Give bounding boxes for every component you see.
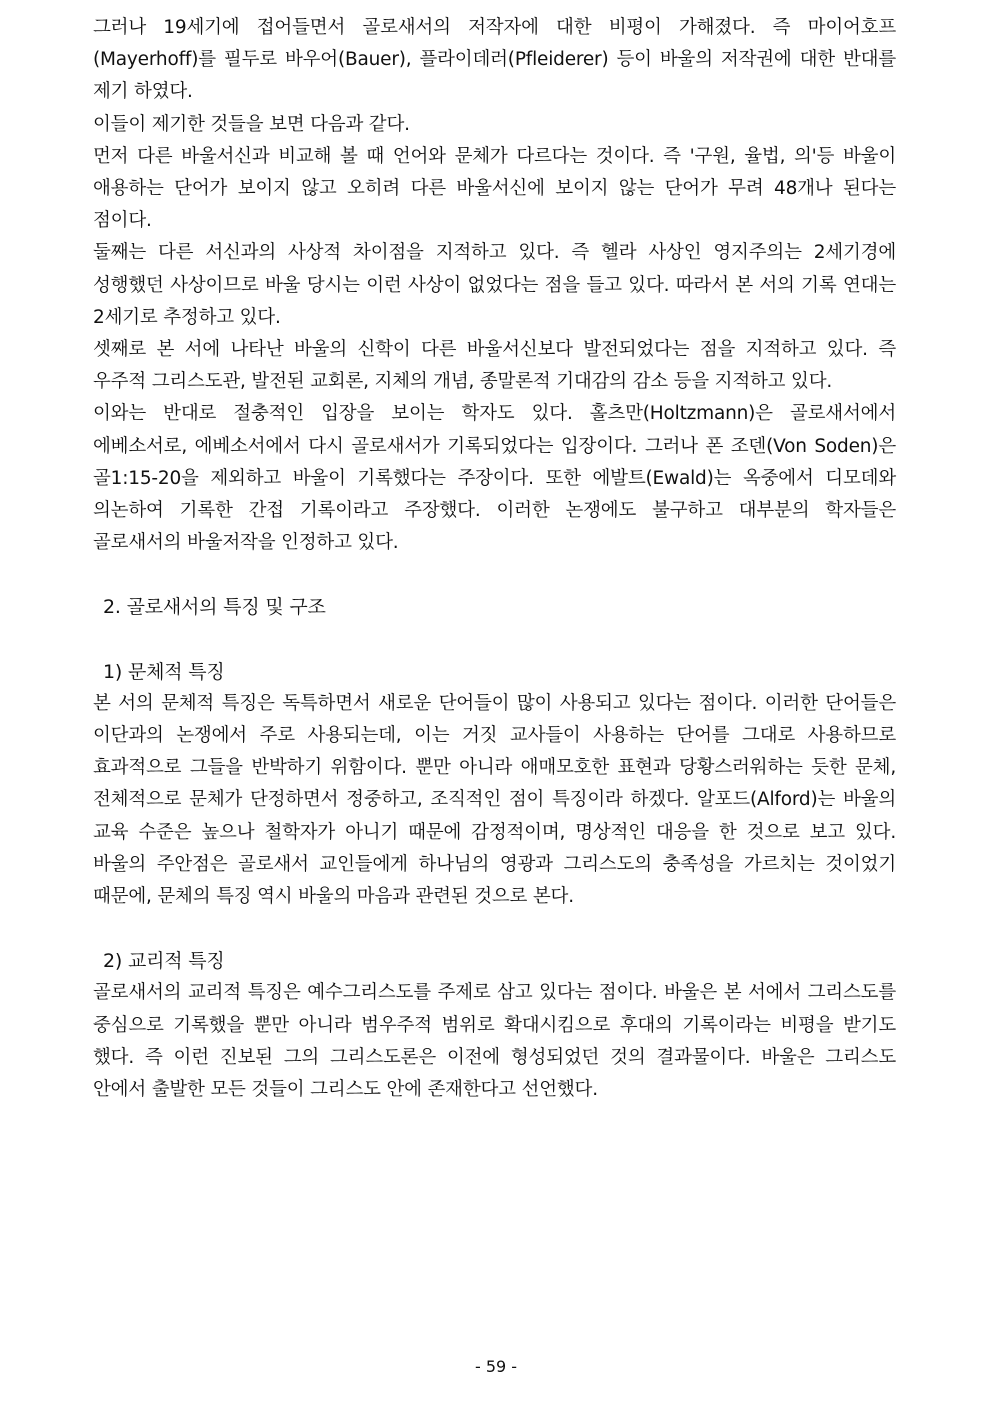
subsection-heading-doctrine: 2) 교리적 특징 — [103, 950, 225, 973]
paragraph-language-style: 먼저 다른 바울서신과 비교해 볼 때 언어와 문체가 다르다는 것이다. 즉 '구원, 율법, 의'등 바울이 애용하는 단어가 보이지 않고 오히려 다른 바울서신에 보이지 않는 단어가 무려 48개나 된다는 점이다. — [93, 145, 896, 232]
paragraph-style-features: 본 서의 문체적 특징은 독특하면서 새로운 단어들이 많이 사용되고 있다는 점이다. 이러한 단어들은 이단과의 논쟁에서 주로 사용되는데, 이는 거짓 교사들이 사용하는 단어를 그대로 사용하므로 효과적으로 그들을 반박하기 위함이다. 뿐만 아니라 애매모호한 표현과 당황스러워하는 듯한 문체, 전체적으로 문체가 단정하면서 정중하고, 조직적인 점이 특징이라 하겠다. 알포드(Alford)는 바울의 교육 수준은 높으나 철학자가 아니기 때문에 감정적이며, 명상적인 대응을 한 것으로 보고 있다. 바울의 주안점은 골로새서 교인들에게 하나님의 영광과 그리스도의 충족성을 가르치는 것이었기 때문에, 문체의 특징 역시 바울의 마음과 관련된 것으로 본다. — [93, 692, 896, 908]
paragraph-criticism-intro: 그러나 19세기에 접어들면서 골로새서의 저작자에 대한 비평이 가해졌다. 즉 마이어호프(Mayerhoff)를 필두로 바우어(Bauer), 플라이데러(Pfleiderer) 등이 바울의 저작권에 대한 반대를 제기 하였다. — [93, 17, 896, 103]
page-number: - 59 - — [474, 1357, 518, 1376]
paragraph-thought-difference: 둘째는 다른 서신과의 사상적 차이점을 지적하고 있다. 즉 헬라 사상인 영지주의는 2세기경에 성행했던 사상이므로 바울 당시는 이런 사상이 없었다는 점을 들고 있다. 따라서 본 서의 기록 연대는 2세기로 추정하고 있다. — [93, 242, 896, 328]
subsection-heading-style: 1) 문체적 특징 — [103, 660, 225, 683]
spacer — [93, 559, 896, 591]
document-page — [93, 12, 896, 1106]
paragraph-compromise-view: 이와는 반대로 절충적인 입장을 보이는 학자도 있다. 홀츠만(Holtzmann)은 골로새서에서 에베소서로, 에베소서에서 다시 골로새서가 기록되었다는 입장이다. 그러나 폰 조덴(Von Soden)은 골1:15-20을 제외하고 바울이 기록했다는 주장이다. 또한 에발트(Ewald)는 옥중에서 디모데와 의논하여 기록한 간접 기록이라고 주장했다. 이러한 논쟁에도 불구하고 대부분의 학자들은 골로새서의 바울저작을 인정하고 있다. — [93, 403, 896, 554]
paragraph-doctrine-features: 골로새서의 교리적 특징은 예수그리스도를 주제로 삼고 있다는 점이다. 바울은 본 서에서 그리스도를 중심으로 기록했을 뿐만 아니라 범우주적 범위로 확대시킴으로 후대의 기록이라는 비평을 받기도 했다. 즉 이런 진보된 그의 그리스도론은 이전에 형성되었던 것의 결과물이다. 바울은 그리스도 안에서 출발한 모든 것들이 그리스도 안에 존재한다고 선언했다. — [93, 982, 896, 1101]
paragraph-claims-intro: 이들이 제기한 것들을 보면 다음과 같다. — [93, 113, 410, 135]
section-heading: 2. 골로새서의 특징 및 구조 — [103, 596, 326, 619]
paragraph-theology-development: 셋째로 본 서에 나타난 바울의 신학이 다른 바울서신보다 발전되었다는 점을 지적하고 있다. 즉 우주적 그리스도관, 발전된 교회론, 지체의 개념, 종말론적 기대감의 감소 등을 지적하고 있다. — [93, 339, 896, 393]
spacer — [93, 913, 896, 945]
spacer — [93, 624, 896, 656]
